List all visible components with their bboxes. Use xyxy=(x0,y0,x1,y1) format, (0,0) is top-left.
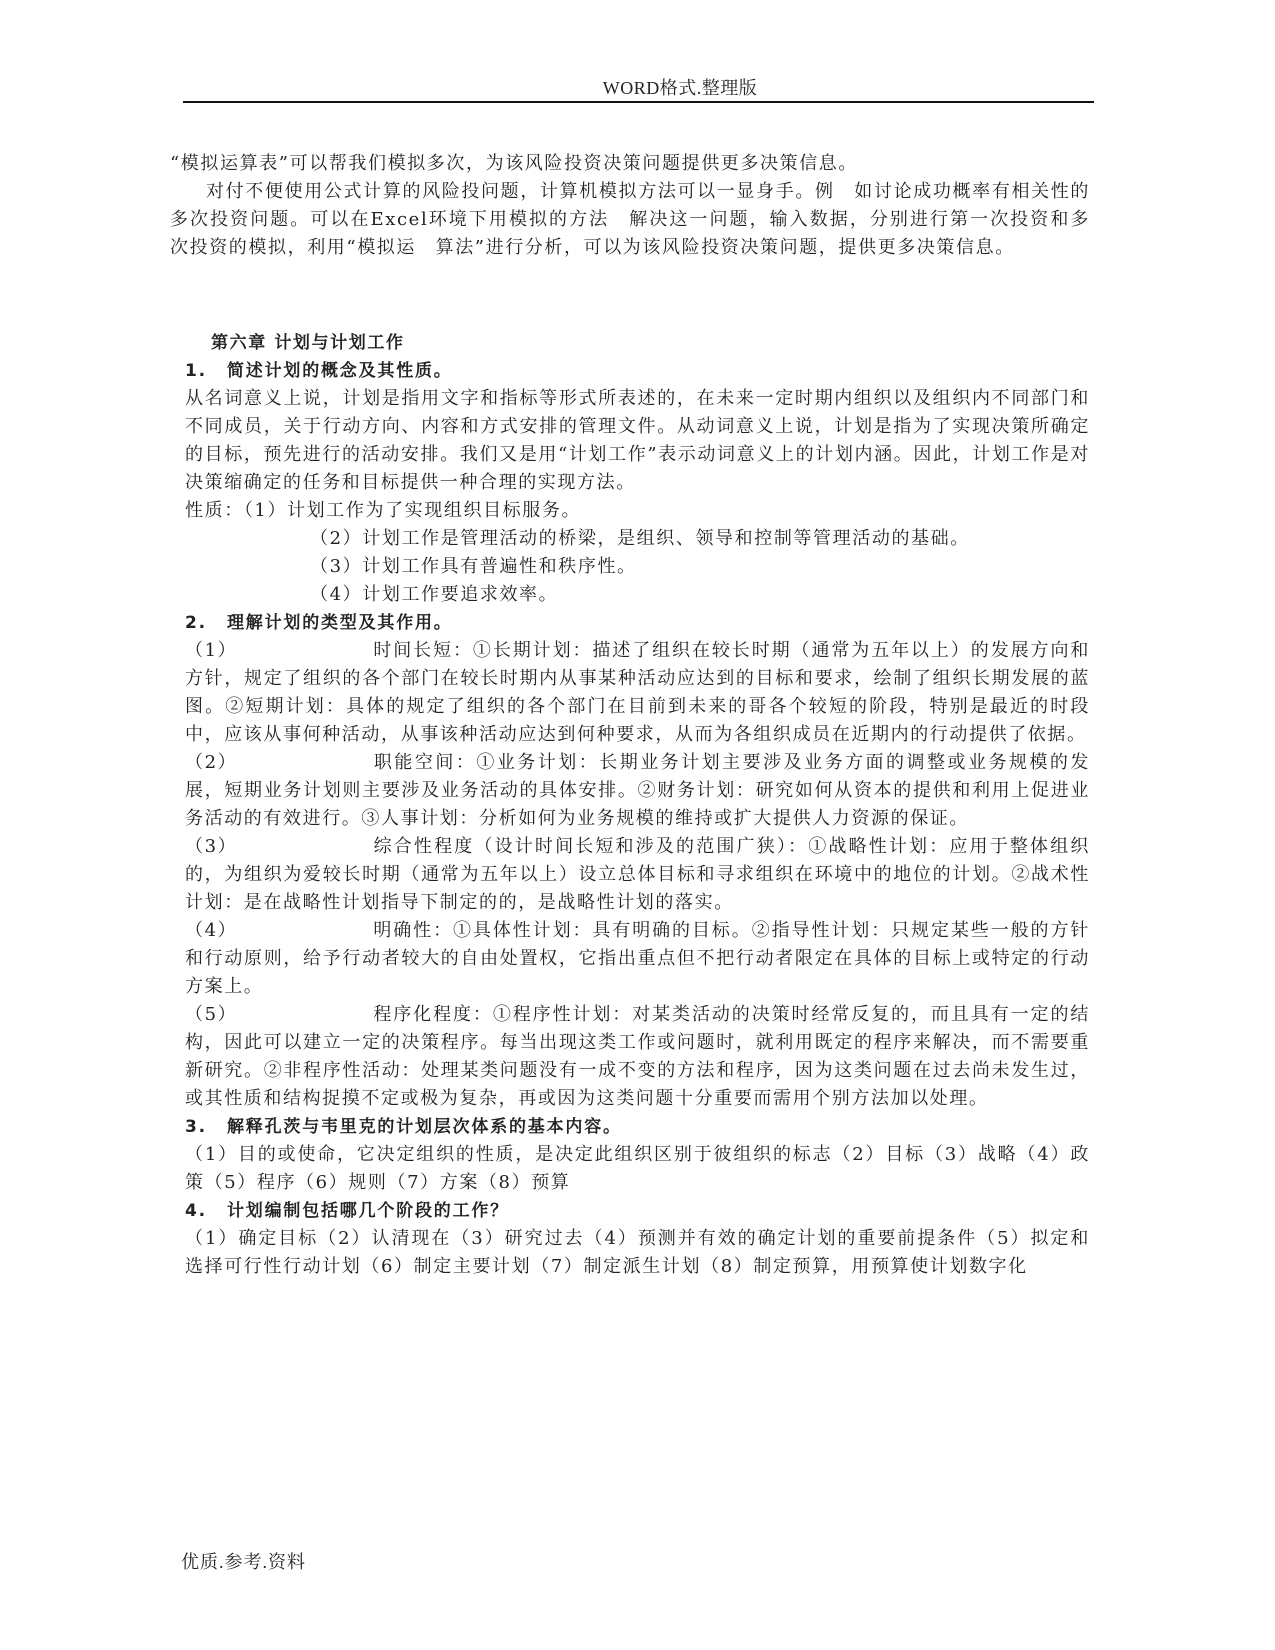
question-title: 简述计划的概念及其性质。 xyxy=(227,361,453,381)
intro-paragraph: 对付不便使用公式计算的风险投问题，计算机模拟方法可以一显身手。例 如讨论成功概率有相关性的多次投资问题。可以在Excel环境下用模拟的方法 解决这一问题，输入数据，分别进行第一次投资和多次投资的模拟，利用“模拟运 算法”进行分析，可以为该风险投资决策问题，提供更多决策信息。 xyxy=(170,181,1090,258)
list-item xyxy=(185,637,1090,749)
item-text: 综合性程度（设计时间长短和涉及的范围广狭）：①战略性计划：应用于整体组织的，为组织为爱较长时期（通常为五年以上）设立总体目标和寻求组织在环境中的地位的计划。②战术性计划：是在战略性计划指导下制定的的，是战略性计划的落实。 xyxy=(185,836,1090,913)
list-item xyxy=(185,1001,1090,1113)
question-heading xyxy=(170,609,1090,637)
item-text: 程序化程度：①程序性计划：对某类活动的决策时经常反复的，而且具有一定的结构，因此可以建立一定的决策程序。每当出现这类工作或问题时，就利用既定的程序来解决，而不需要重新研究。②非程序性活动：处理某类问题没有一成不变的方法和程序，因为这类问题在过去尚未发生过，或其性质和结构捉摸不定或极为复杂，再或因为这类问题十分重要而需用个别方法加以处理。 xyxy=(185,1004,1090,1109)
item-number: （1） xyxy=(185,640,238,661)
list-item xyxy=(185,749,1090,833)
question-number: 3. xyxy=(185,1117,207,1137)
question-number: 4. xyxy=(185,1201,207,1221)
document-content xyxy=(170,150,1090,1281)
question-title: 理解计划的类型及其作用。 xyxy=(227,613,453,633)
question-title: 计划编制包括哪几个阶段的工作？ xyxy=(227,1201,509,1221)
answer-paragraph: （1）目的或使命，它决定组织的性质，是决定此组织区别于彼组织的标志（2）目标（3）战略（4）政策（5）程序（6）规则（7）方案（8）预算 xyxy=(185,1144,1090,1193)
nature-label-line xyxy=(185,497,1090,525)
page-footer: 优质.参考.资料 xyxy=(181,1552,306,1572)
item-number: （2） xyxy=(185,752,238,773)
answer-paragraph: （1）确定目标（2）认清现在（3）研究过去（4）预测并有效的确定计划的重要前提条件（5）拟定和选择可行性行动计划（6）制定主要计划（7）制定派生计划（8）制定预算，用预算使计划数字化 xyxy=(185,1228,1090,1277)
answer-paragraph: 从名词意义上说，计划是指用文字和指标等形式所表述的，在未来一定时期内组织以及组织内不同部门和不同成员，关于行动方向、内容和方式安排的管理文件。从动词意义上说，计划是指为了实现决策所确定的目标，预先进行的活动安排。我们又是用“计划工作”表示动词意义上的计划内涵。因此，计划工作是对决策缩确定的任务和目标提供一种合理的实现方法。 xyxy=(185,388,1090,493)
question-body xyxy=(170,1225,1090,1281)
chapter-title: 第六章 计划与计划工作 xyxy=(211,333,405,353)
question-heading xyxy=(170,1113,1090,1141)
list-item xyxy=(185,833,1090,917)
question-number: 1. xyxy=(185,361,207,381)
item-text: 明确性：①具体性计划：具有明确的目标。②指导性计划：只规定某些一般的方针和行动原则，给予行动者较大的自由处置权，它指出重点但不把行动者限定在具体的目标上或特定的行动方案上。 xyxy=(185,920,1090,997)
nature-item: （4）计划工作要追求效率。 xyxy=(310,584,559,605)
question-body xyxy=(170,1141,1090,1197)
nature-label: 性质： xyxy=(185,500,244,521)
item-number: （4） xyxy=(185,920,238,941)
question-heading xyxy=(170,357,1090,385)
intro-line: “模拟运算表”可以帮我们模拟多次，为该风险投资决策问题提供更多决策信息。 xyxy=(170,153,859,174)
question-number: 2. xyxy=(185,613,207,633)
list-item xyxy=(185,917,1090,1001)
question-body xyxy=(170,385,1090,609)
question-title: 解释孔茨与韦里克的计划层次体系的基本内容。 xyxy=(227,1117,622,1137)
question-heading xyxy=(170,1197,1090,1225)
page-header: WORD格式.整理版 xyxy=(602,78,758,98)
item-number: （5） xyxy=(185,1004,238,1025)
question-body xyxy=(170,637,1090,1113)
nature-item: （2）计划工作是管理活动的桥梁，是组织、领导和控制等管理活动的基础。 xyxy=(310,528,970,549)
item-number: （3） xyxy=(185,836,238,857)
header-rule xyxy=(183,101,1094,103)
nature-item: （3）计划工作具有普遍性和秩序性。 xyxy=(310,556,637,577)
item-text: 职能空间：①业务计划：长期业务计划主要涉及业务方面的调整或业务规模的发展，短期业务计划则主要涉及业务活动的具体安排。②财务计划：研究如何从资本的提供和利用上促进业务活动的有效进行。③人事计划：分析如何为业务规模的维持或扩大提供人力资源的保证。 xyxy=(185,752,1090,829)
spacer xyxy=(170,262,1090,329)
item-text: 时间长短：①长期计划：描述了组织在较长时期（通常为五年以上）的发展方向和方针，规定了组织的各个部门在较长时期内从事某种活动应达到的目标和要求，绘制了组织长期发展的蓝图。②短期计划：具体的规定了组织的各个部门在目前到未来的哥各个较短的阶段，特别是最近的时段中，应该从事何种活动，从事该种活动应达到何种要求，从而为各组织成员在近期内的行动提供了依据。 xyxy=(185,640,1090,745)
nature-item: （1）计划工作为了实现组织目标服务。 xyxy=(243,500,582,521)
